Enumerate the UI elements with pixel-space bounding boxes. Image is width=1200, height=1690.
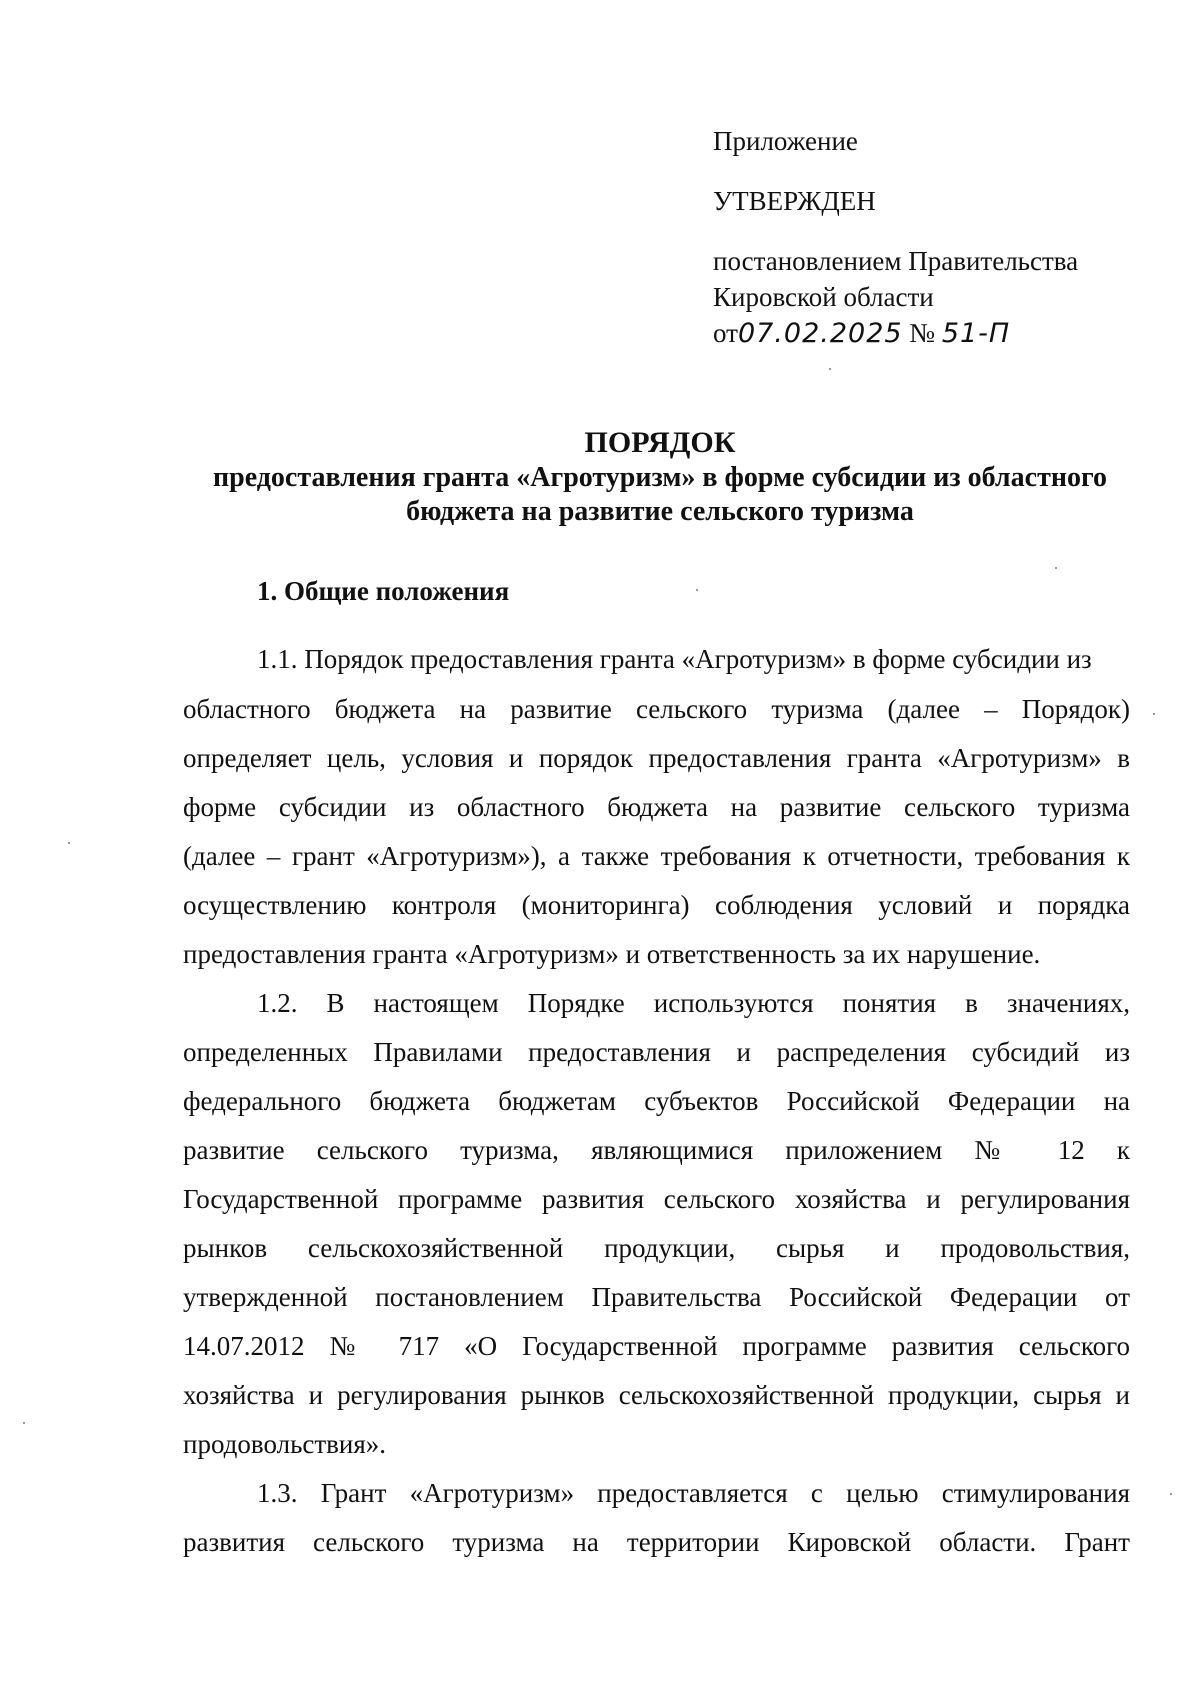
paragraph-line: федерального бюджета бюджетам субъектов Российской Федерации на	[183, 1086, 1130, 1116]
paragraph-line: (далее – грант «Агротуризм»), а также требования к отчетности, требования к	[183, 841, 1130, 871]
scan-speck	[696, 589, 698, 591]
decree-line-1: постановлением Правительства	[713, 246, 1079, 276]
paragraph-line: определенных Правилами предоставления и распределения субсидий из	[183, 1037, 1130, 1067]
paragraph-line: продовольствия».	[183, 1429, 387, 1459]
handwritten-date: 07.02.2025	[737, 318, 903, 349]
document-title: ПОРЯДОК	[584, 426, 736, 459]
paragraph-line: рынков сельскохозяйственной продукции, сырья и продовольствия,	[183, 1233, 1130, 1263]
paragraph-line: развитие сельского туризма, являющимися приложением № 12 к	[183, 1135, 1130, 1165]
subtitle-line-1: предоставления гранта «Агротуризм» в форме субсидии из областного	[213, 462, 1107, 493]
paragraph-line: Государственной программе развития сельского хозяйства и регулирования	[183, 1184, 1130, 1214]
section-heading: 1. Общие положения	[257, 576, 510, 606]
date-prefix: от	[713, 318, 738, 348]
scan-speck	[1055, 567, 1057, 569]
document-subtitle	[180, 461, 1140, 529]
subtitle-line-2: бюджета на развитие сельского туризма	[406, 496, 914, 527]
approved-label: УТВЕРЖДЕН	[713, 186, 876, 216]
paragraph-line: осуществлению контроля (мониторинга) соблюдения условий и порядка	[183, 890, 1130, 920]
paragraph-line: 1.1. Порядок предоставления гранта «Агротуризм» в форме субсидии из	[257, 644, 1092, 674]
scan-speck	[1170, 1493, 1172, 1495]
scan-speck	[829, 368, 831, 370]
paragraph-line: 1.2. В настоящем Порядке используются понятия в значениях,	[257, 988, 1130, 1018]
scan-speck	[23, 1422, 25, 1424]
handwritten-number: 51-П	[941, 318, 1011, 349]
approval-date-line	[713, 315, 1078, 352]
paragraph-line: развития сельского туризма на территории Кировской области. Грант	[183, 1527, 1130, 1557]
paragraph-line: предоставления гранта «Агротуризм» и ответственность за их нарушение.	[183, 939, 1041, 969]
approval-decree	[713, 243, 1078, 352]
number-sign: №	[909, 318, 936, 348]
paragraph-line: 14.07.2012 № 717 «О Государственной программе развития сельского	[183, 1331, 1130, 1361]
paragraph-line: 1.3. Грант «Агротуризм» предоставляется с целью стимулирования	[257, 1478, 1130, 1508]
paragraph-line: форме субсидии из областного бюджета на развитие сельского туризма	[183, 792, 1130, 822]
paragraph-line: определяет цель, условия и порядок предоставления гранта «Агротуризм» в	[183, 743, 1130, 773]
paragraph-line: хозяйства и регулирования рынков сельскохозяйственной продукции, сырья и	[183, 1380, 1130, 1410]
decree-line-2: Кировской области	[713, 282, 934, 312]
paragraph-line: областного бюджета на развитие сельского туризма (далее – Порядок)	[183, 694, 1130, 724]
paragraph-line: утвержденной постановлением Правительства Российской Федерации от	[183, 1282, 1130, 1312]
appendix-label: Приложение	[713, 126, 858, 156]
scan-speck	[68, 842, 70, 844]
scan-speck	[1153, 713, 1155, 715]
